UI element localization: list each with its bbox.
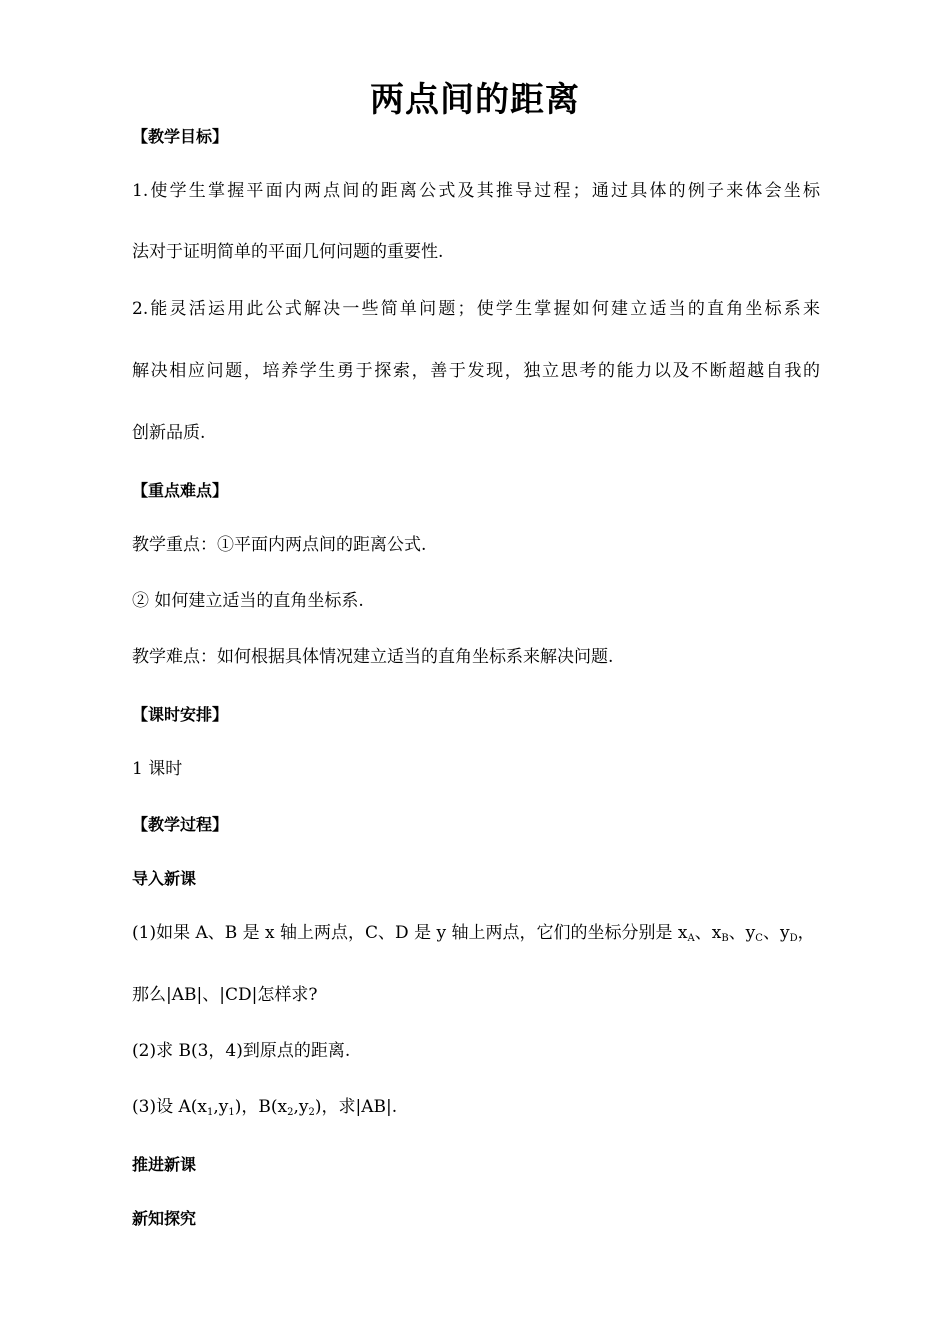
question-1-text: (1)如果 A、B 是 x 轴上两点，C、D 是 y 轴上两点，它们的坐标分别是 x [132, 923, 688, 943]
question-3-text: ,y [213, 1097, 229, 1117]
subheading-explore: 新知探究 [132, 1209, 197, 1228]
goal-1-line-2: 法对于证明简单的平面几何问题的重要性. [132, 242, 444, 262]
section-heading-schedule: 【课时安排】 [132, 705, 229, 724]
subscript-b: B [721, 933, 729, 944]
section-heading-key-points: 【重点难点】 [132, 481, 229, 500]
subscript-c: C [755, 933, 763, 944]
goal-2-line-3: 创新品质. [132, 423, 206, 443]
goal-1-line-1: 1.使学生掌握平面内两点间的距离公式及其推导过程；通过具体的例子来体会坐标 [132, 181, 820, 201]
question-1-line-2: 那么|AB|、|CD|怎样求? [132, 985, 318, 1005]
question-2: (2)求 B(3，4)到原点的距离. [132, 1041, 351, 1061]
subscript-2: 2 [308, 1107, 315, 1118]
question-3-text: )，B(x [234, 1097, 288, 1117]
subscript-a: A [687, 933, 695, 944]
question-3-text: )，求|AB|. [314, 1097, 398, 1117]
separator: 、y [762, 923, 790, 943]
difficulty-point: 教学难点：如何根据具体情况建立适当的直角坐标系来解决问题. [132, 647, 614, 667]
section-heading-process: 【教学过程】 [132, 815, 229, 834]
schedule-text: 1 课时 [132, 759, 183, 779]
subheading-advance: 推进新课 [132, 1155, 197, 1174]
separator: 、y [728, 923, 756, 943]
goal-2-line-1: 2.能灵活运用此公式解决一些简单问题；使学生掌握如何建立适当的直角坐标系来 [132, 299, 820, 319]
section-heading-goals: 【教学目标】 [132, 127, 229, 146]
subheading-intro: 导入新课 [132, 869, 197, 888]
goal-2-line-2: 解决相应问题，培养学生勇于探索，善于发现，独立思考的能力以及不断超越自我的 [132, 361, 820, 381]
subscript-2: 2 [287, 1107, 294, 1118]
subscript-1: 1 [228, 1107, 235, 1118]
subscript-1: 1 [206, 1107, 214, 1118]
page-title: 两点间的距离 [370, 80, 580, 120]
separator: 、x [694, 923, 722, 943]
question-1-line-1 [132, 921, 832, 945]
focus-point-2: ② 如何建立适当的直角坐标系. [132, 591, 364, 611]
subscript-d: D [789, 933, 798, 944]
focus-point-1: 教学重点：①平面内两点间的距离公式. [132, 535, 427, 555]
question-3-text: (3)设 A(x [132, 1097, 207, 1117]
question-3-text: ,y [293, 1097, 309, 1117]
question-1-end: ， [797, 923, 815, 943]
question-3 [132, 1095, 832, 1119]
